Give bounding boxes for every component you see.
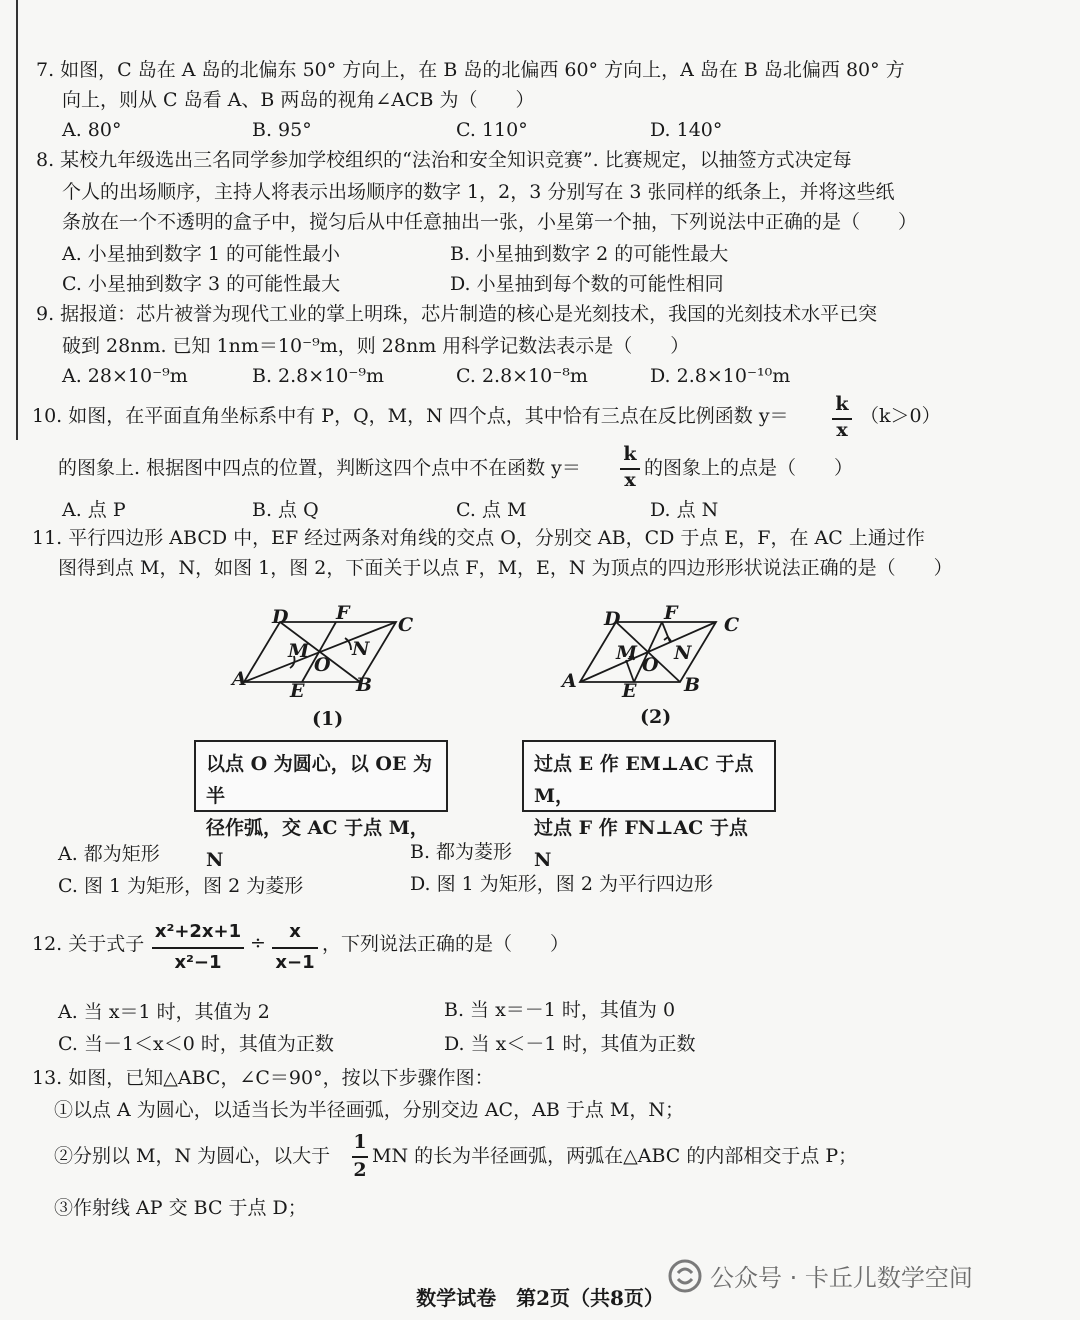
fig1-caption: (1) bbox=[312, 708, 344, 730]
q13-frac-den: 2 bbox=[353, 1159, 367, 1181]
q8-line2: 个人的出场顺序，主持人将表示出场顺序的数字 1，2，3 分别写在 3 张同样的纸条上，并将这些纸 bbox=[62, 181, 895, 203]
q11-method-box-2 bbox=[522, 740, 776, 871]
q8-option-c: C. 小星抽到数字 3 的可能性最大 bbox=[62, 273, 341, 295]
page-footer: 数学试卷 第2页（共8页） bbox=[416, 1286, 664, 1310]
box2-line1: 过点 E 作 EM⊥AC 于点 M， bbox=[534, 753, 754, 807]
q12-option-d: D. 当 x＜－1 时，其值为正数 bbox=[444, 1033, 696, 1055]
fig2-caption: (2) bbox=[640, 706, 672, 728]
q10-frac2-den: x bbox=[624, 469, 636, 491]
q13-step1: ①以点 A 为圆心，以适当长为半径画弧，分别交边 AC，AB 于点 M，N； bbox=[54, 1099, 684, 1121]
q11-option-c: C. 图 1 为矩形，图 2 为菱形 bbox=[58, 875, 304, 897]
q7-option-c: C. 110° bbox=[456, 119, 528, 141]
q10-line1: 10. 如图，在平面直角坐标系中有 P，Q，M，N 四个点，其中恰有三点在反比例函数 y＝ bbox=[32, 405, 789, 427]
q13-step2: ②分别以 M，N 为圆心，以大于 bbox=[54, 1145, 331, 1167]
q12-suffix: ，下列说法正确的是（ ） bbox=[322, 933, 570, 955]
q11-line2: 图得到点 M，N，如图 1，图 2，下面关于以点 F，M，E，N 为顶点的四边形形状说法正确的是（ ） bbox=[58, 557, 953, 579]
q12-option-a: A. 当 x＝1 时，其值为 2 bbox=[58, 1001, 270, 1023]
q13-line1: 13. 如图，已知△ABC，∠C＝90°，按以下步骤作图： bbox=[32, 1067, 494, 1089]
q11-option-d: D. 图 1 为矩形，图 2 为平行四边形 bbox=[410, 873, 713, 895]
q12-divide: ÷ bbox=[250, 932, 266, 954]
q10-line1-tail: （k＞0） bbox=[860, 405, 941, 427]
fig2-label-b: B bbox=[684, 674, 701, 696]
fig2-label-d: D bbox=[604, 608, 621, 630]
q11-option-b: B. 都为菱形 bbox=[410, 841, 513, 863]
fig2-label-f: F bbox=[664, 602, 678, 624]
q10-option-d: D. 点 N bbox=[650, 499, 719, 521]
q12-fraction-2 bbox=[272, 920, 318, 976]
q11-figure-1 bbox=[220, 600, 420, 700]
q9-option-b: B. 2.8×10⁻⁹m bbox=[252, 365, 385, 387]
box2-line2: 过点 F 作 FN⊥AC 于点 N bbox=[534, 817, 748, 871]
q13-frac-num: 1 bbox=[353, 1131, 367, 1153]
q8-option-a: A. 小星抽到数字 1 的可能性最小 bbox=[62, 243, 340, 265]
q8-option-d: D. 小星抽到每个数的可能性相同 bbox=[450, 273, 724, 295]
q10-frac2-num: k bbox=[623, 443, 637, 465]
q9-line2: 破到 28nm. 已知 1nm＝10⁻⁹m，则 28nm 用科学记数法表示是（ ） bbox=[62, 335, 690, 357]
q10-line2: 的图象上. 根据图中四点的位置，判断这四个点中不在函数 y＝ bbox=[58, 457, 581, 479]
q12-frac2-den: x−1 bbox=[275, 952, 315, 973]
q11-line1: 11. 平行四边形 ABCD 中，EF 经过两条对角线的交点 O，分别交 AB，CD 于点 E，F，在 AC 上通过作 bbox=[32, 527, 925, 549]
q9-option-d: D. 2.8×10⁻¹⁰m bbox=[650, 365, 791, 387]
fig2-label-e: E bbox=[622, 680, 637, 702]
q7-option-b: B. 95° bbox=[252, 119, 312, 141]
fig2-label-m: M bbox=[616, 642, 638, 664]
q12-frac1-num: x²+2x+1 bbox=[154, 921, 242, 942]
fig2-label-o: O bbox=[642, 654, 659, 676]
q12-option-c: C. 当－1＜x＜0 时，其值为正数 bbox=[58, 1033, 334, 1055]
wechat-logo-icon bbox=[668, 1259, 702, 1293]
q12-option-b: B. 当 x＝－1 时，其值为 0 bbox=[444, 999, 676, 1021]
q7-option-d: D. 140° bbox=[650, 119, 723, 141]
fig1-label-b: B bbox=[356, 674, 373, 696]
q11-method-box-1 bbox=[194, 740, 448, 871]
watermark bbox=[668, 1258, 973, 1293]
fig2-label-c: C bbox=[724, 614, 740, 636]
q12-frac1-bar bbox=[152, 947, 244, 949]
q12-frac2-bar bbox=[272, 947, 318, 949]
fig1-label-f: F bbox=[336, 602, 350, 624]
q8-line1: 8. 某校九年级选出三名同学参加学校组织的“法治和安全知识竞赛”. 比赛规定，以抽签方式决定每 bbox=[36, 149, 852, 171]
q10-option-a: A. 点 P bbox=[62, 499, 126, 521]
q12-frac2-num: x bbox=[289, 921, 301, 942]
fig1-label-o: O bbox=[314, 654, 331, 676]
watermark-text: 公众号 · 卡丘儿数学空间 bbox=[710, 1264, 973, 1292]
q8-option-b: B. 小星抽到数字 2 的可能性最大 bbox=[450, 243, 729, 265]
q12-fraction-1 bbox=[152, 920, 244, 976]
q9-option-c: C. 2.8×10⁻⁸m bbox=[456, 365, 588, 387]
q9-option-a: A. 28×10⁻⁹m bbox=[62, 365, 188, 387]
q12-prefix: 12. 关于式子 bbox=[32, 933, 145, 955]
fig1-label-d: D bbox=[272, 606, 289, 628]
fig1-label-m: M bbox=[288, 640, 310, 662]
q11-option-a: A. 都为矩形 bbox=[58, 843, 160, 865]
q12-frac1-den: x²−1 bbox=[174, 952, 222, 973]
q10-option-b: B. 点 Q bbox=[252, 499, 319, 521]
fig1-label-e: E bbox=[290, 680, 305, 702]
fig2-label-a: A bbox=[562, 670, 577, 692]
margin-line bbox=[16, 0, 18, 440]
q10-option-c: C. 点 M bbox=[456, 499, 527, 521]
box1-line2: 径作弧，交 AC 于点 M，N bbox=[206, 817, 429, 871]
q7-option-a: A. 80° bbox=[62, 119, 122, 141]
q9-line1: 9. 据报道：芯片被誉为现代工业的掌上明珠，芯片制造的核心是光刻技术，我国的光刻技术水平已突 bbox=[36, 303, 878, 325]
q10-line2-tail: 的图象上的点是（ ） bbox=[644, 457, 854, 479]
fig2-label-n: N bbox=[674, 642, 692, 664]
q10-frac1-den: x bbox=[836, 419, 848, 441]
q8-line3: 条放在一个不透明的盒子中，搅匀后从中任意抽出一张，小星第一个抽，下列说法中正确的是（ ） bbox=[62, 211, 918, 233]
fig1-label-c: C bbox=[398, 614, 414, 636]
right-angle-n bbox=[664, 637, 671, 641]
q10-frac1-num: k bbox=[835, 393, 849, 415]
fig1-label-a: A bbox=[232, 668, 247, 690]
q7-line1: 7. 如图，C 岛在 A 岛的北偏东 50° 方向上，在 B 岛的北偏西 60° 方向上，A 岛在 B 岛北偏西 80° 方 bbox=[36, 59, 905, 81]
q13-step2-tail: MN 的长为半径画弧，两弧在△ABC 的内部相交于点 P； bbox=[372, 1145, 858, 1167]
q13-half-fraction bbox=[352, 1130, 368, 1184]
box1-line1: 以点 O 为圆心，以 OE 为半 bbox=[206, 753, 433, 807]
q13-step3: ③作射线 AP 交 BC 于点 D； bbox=[54, 1197, 307, 1219]
q7-line2: 向上，则从 C 岛看 A、B 两岛的视角∠ACB 为（ ） bbox=[62, 89, 535, 111]
q10-fraction-1 bbox=[832, 394, 852, 444]
fig1-label-n: N bbox=[352, 638, 370, 660]
q10-fraction-2 bbox=[620, 444, 640, 494]
